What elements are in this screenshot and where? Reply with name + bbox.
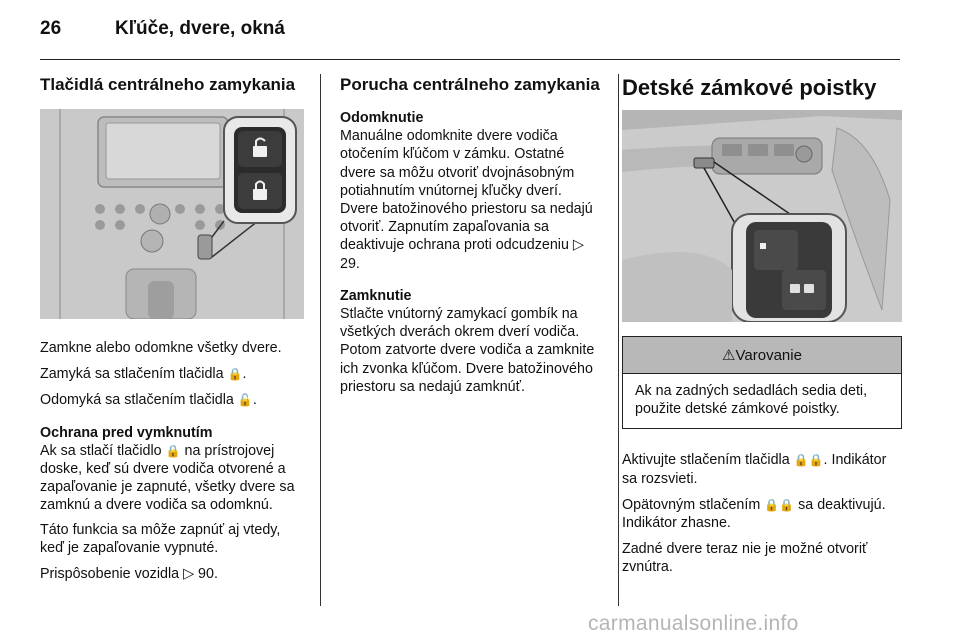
column-divider-2 xyxy=(618,74,619,606)
para-lock-end: . xyxy=(242,366,247,383)
page-reference-link[interactable]: ▷ 90. xyxy=(183,566,218,583)
page-title: Kľúče, dvere, okná xyxy=(115,18,285,39)
warning-header xyxy=(623,337,901,374)
door-panel-illustration xyxy=(622,110,902,322)
column-child-locks xyxy=(622,74,902,577)
dashboard-lock-buttons-figure xyxy=(40,109,304,319)
para-activate-child-lock xyxy=(622,451,902,487)
para-rear-doors: Zadné dvere teraz nie je možné otvoriť zvnútra. xyxy=(622,541,868,576)
para-unlock-end: . xyxy=(252,392,257,409)
activate-text-a: Aktivujte stlačením tlačidla xyxy=(622,452,790,469)
column-central-locking-buttons xyxy=(40,74,304,583)
column-divider-1 xyxy=(320,74,321,606)
unlock-icon: 🔓 xyxy=(237,393,253,408)
subheading-lockout-protection: Ochrana pred vymknutím xyxy=(40,424,213,441)
column-central-locking-fault xyxy=(340,74,602,396)
child-lock-icon: 🔒🔒 xyxy=(764,497,795,512)
para-lock-text: Zamyká sa stlačením tlačidla xyxy=(40,366,224,383)
para-lockout-protection xyxy=(40,442,304,515)
para-unlocking-text: Manuálne odomknite dvere vodiča otočením kľúčom v zámku. Ostatné dvere sa môžu otvoriť dvojnásobným potiahnutím vnútornej kľučky dverí. Dvere batožinového priestoru sa nedajú otvoriť. Zapnutím zapaľovania sa deaktivuje ochrana proti odcudzeniu xyxy=(340,128,593,254)
para-lockout-a: Ak sa stlačí tlačidlo xyxy=(40,442,162,459)
warning-title: Varovanie xyxy=(735,346,802,364)
section-heading-child-locks: Detské zámkové poistky xyxy=(622,75,877,100)
dashboard-illustration xyxy=(40,109,304,319)
warning-box xyxy=(622,336,902,429)
subheading-unlocking: Odomknutie xyxy=(340,110,424,126)
header-rule xyxy=(40,59,900,60)
warning-body xyxy=(623,374,901,428)
section-heading-central-locking: Tlačidlá centrálneho zamykania xyxy=(40,75,296,94)
door-child-lock-figure xyxy=(622,110,902,322)
section-heading-central-locking-fault: Porucha centrálneho zamykania xyxy=(340,75,600,94)
child-lock-icon: 🔒🔒 xyxy=(793,453,824,468)
para-vehicle-personalization xyxy=(40,565,304,583)
para-lock-button xyxy=(40,365,304,383)
warning-text: Ak na zadných sedadlách sedia deti, použite detské zámkové poistky. xyxy=(635,383,868,418)
page-number: 26 xyxy=(40,18,62,39)
lock-icon: 🔒 xyxy=(227,367,243,382)
lock-icon: 🔒 xyxy=(165,443,181,458)
para-lockout-b: na prístrojovej doske, keď sú dvere vodiča otvorené a zapaľovanie je zapnuté, všetky dvere sa zamknú a dvere vodiča sa odomknú. xyxy=(40,442,295,514)
warning-triangle-icon: ⚠ xyxy=(722,347,736,364)
subheading-locking: Zamknutie xyxy=(340,287,412,304)
deactivate-text-b: sa deaktivujú. Indikátor zhasne. xyxy=(622,496,886,532)
page-reference-link[interactable]: ▷ 29. xyxy=(340,237,584,272)
para-unlock-text: Odomyká sa stlačením tlačidla xyxy=(40,392,234,409)
para-lock-unlock-all: Zamkne alebo odomkne všetky dvere. xyxy=(40,340,282,356)
watermark: carmanualsonline.info xyxy=(588,612,799,635)
para-deactivate-child-lock xyxy=(622,496,902,532)
para-ignition-off: Táto funkcia sa môže zapnúť aj vtedy, keď je zapaľovanie vypnuté. xyxy=(40,521,281,556)
para-unlocking xyxy=(340,127,602,273)
activate-text-b: . Indikátor sa rozsvieti. xyxy=(622,452,887,487)
page-header xyxy=(40,18,285,48)
para-locking: Stlačte vnútorný zamykací gombík na všetkých dverách okrem dverí vodiča. Potom zatvorte dvere vodiča a zamknite ich zvonka kľúčom. Dvere batožinového priestoru sa nedajú zamknúť. xyxy=(340,306,595,395)
personalization-text: Prispôsobenie vozidla xyxy=(40,566,180,583)
deactivate-text-a: Opätovným stlačením xyxy=(622,496,761,513)
para-unlock-button xyxy=(40,391,304,409)
